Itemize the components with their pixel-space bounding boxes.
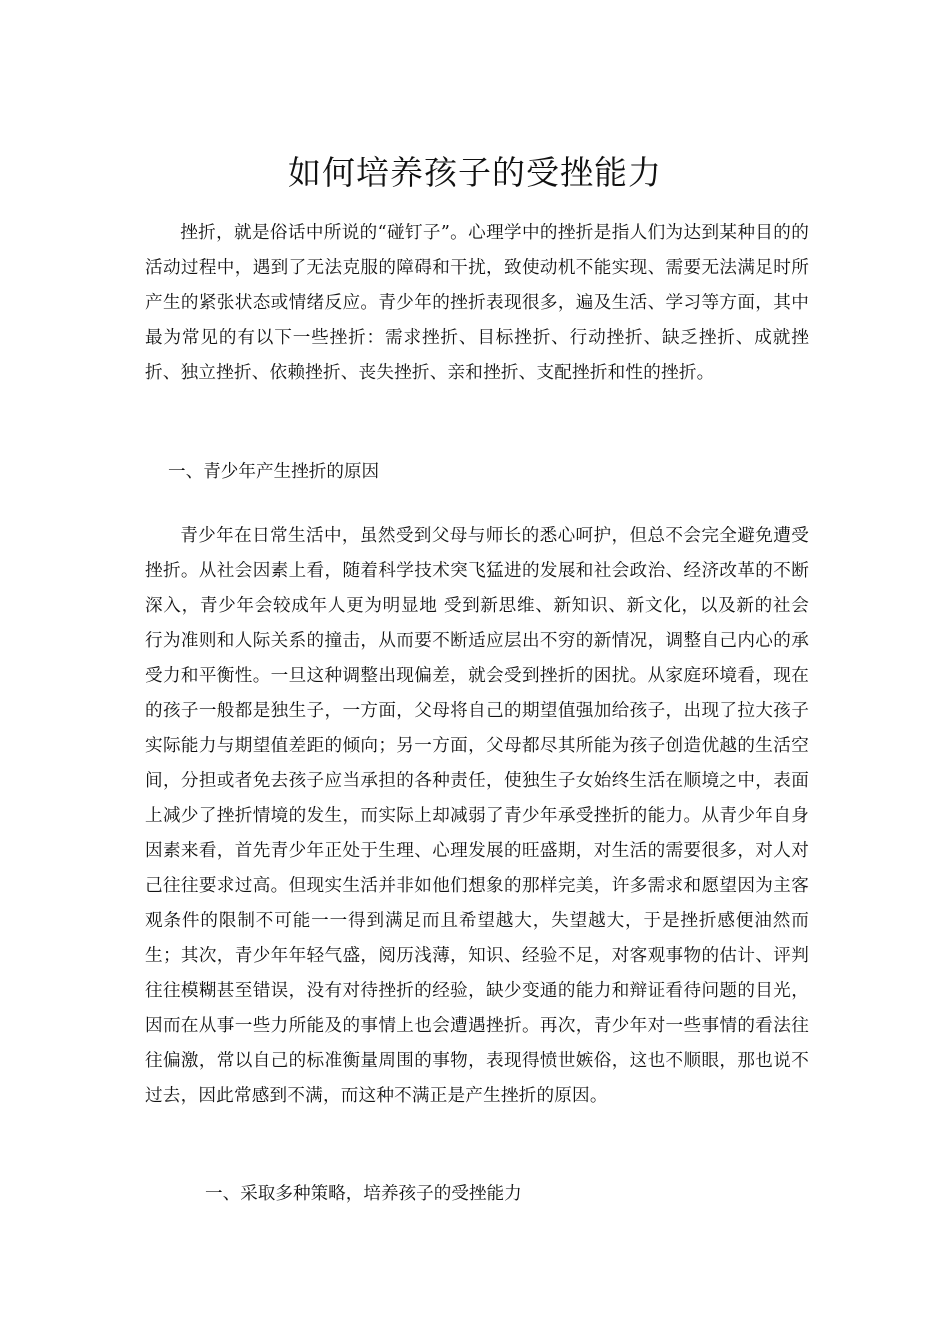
causes-paragraph: 青少年在日常生活中，虽然受到父母与师长的悉心呵护，但总不会完全避免遭受挫折。从社会因素上看，随着科学技术突飞猛进的发展和社会政治、经济改革的不断深入，青少年会较成年人更为明显地 受到新思维、新知识、新文化，以及新的社会行为准则和人际关系的撞击，从而要不断适应层出不穷的新情况，调整自己内心的承受力和平衡性。一旦这种调整出现偏差，就会受到挫折的困扰。从家庭环境看，现在的孩子一般都是独生子，一方面，父母将自己的期望值强加给孩子，出现了拉大孩子实际能力与期望值差距的倾向；另一方面，父母都尽其所能为孩子创造优越的生活空间，分担或者免去孩子应当承担的各种责任，使独生子女始终生活在顺境之中，表面上减少了挫折情境的发生，而实际上却减弱了青少年承受挫折的能力。从青少年自身因素来看，首先青少年正处于生理、心理发展的旺盛期，对生活的需要很多，对人对己往往要求过高。但现实生活并非如他们想象的那样完美，许多需求和愿望因为主客观条件的限制不可能一一得到满足而且希望越大，失望越大，于是挫折感便油然而生；其次，青少年年轻气盛，阅历浅薄，知识、经验不足，对客观事物的估计、评判往往模糊甚至错误，没有对待挫折的经验，缺少变通的能力和辩证看待问题的目光，因而在从事一些力所能及的事情上也会遭遇挫折。再次，青少年对一些事情的看法往往偏激，常以自己的标准衡量周围的事物，表现得愤世嫉俗，这也不顺眼，那也说不过去，因此常感到不满，而这种不满正是产生挫折的原因。 <box>145 526 809 1106</box>
section-heading-causes: 一、青少年产生挫折的原因 <box>168 462 380 482</box>
intro-paragraph: 挫折，就是俗话中所说的“碰钉子”。心理学中的挫折是指人们为达到某种目的的活动过程中，遇到了无法克服的障碍和干扰，致使动机不能实现、需要无法满足时所产生的紧张状态或情绪反应。青少年的挫折表现很多，遍及生活、学习等方面，其中最为常见的有以下一些挫折：需求挫折、目标挫折、行动挫折、缺乏挫折、成就挫折、独立挫折、依赖挫折、丧失挫折、亲和挫折、支配挫折和性的挫折。 <box>145 223 809 383</box>
document-title: 如何培养孩子的受挫能力 <box>288 153 662 193</box>
section-heading-strategies: 一、采取多种策略，培养孩子的受挫能力 <box>205 1184 522 1204</box>
